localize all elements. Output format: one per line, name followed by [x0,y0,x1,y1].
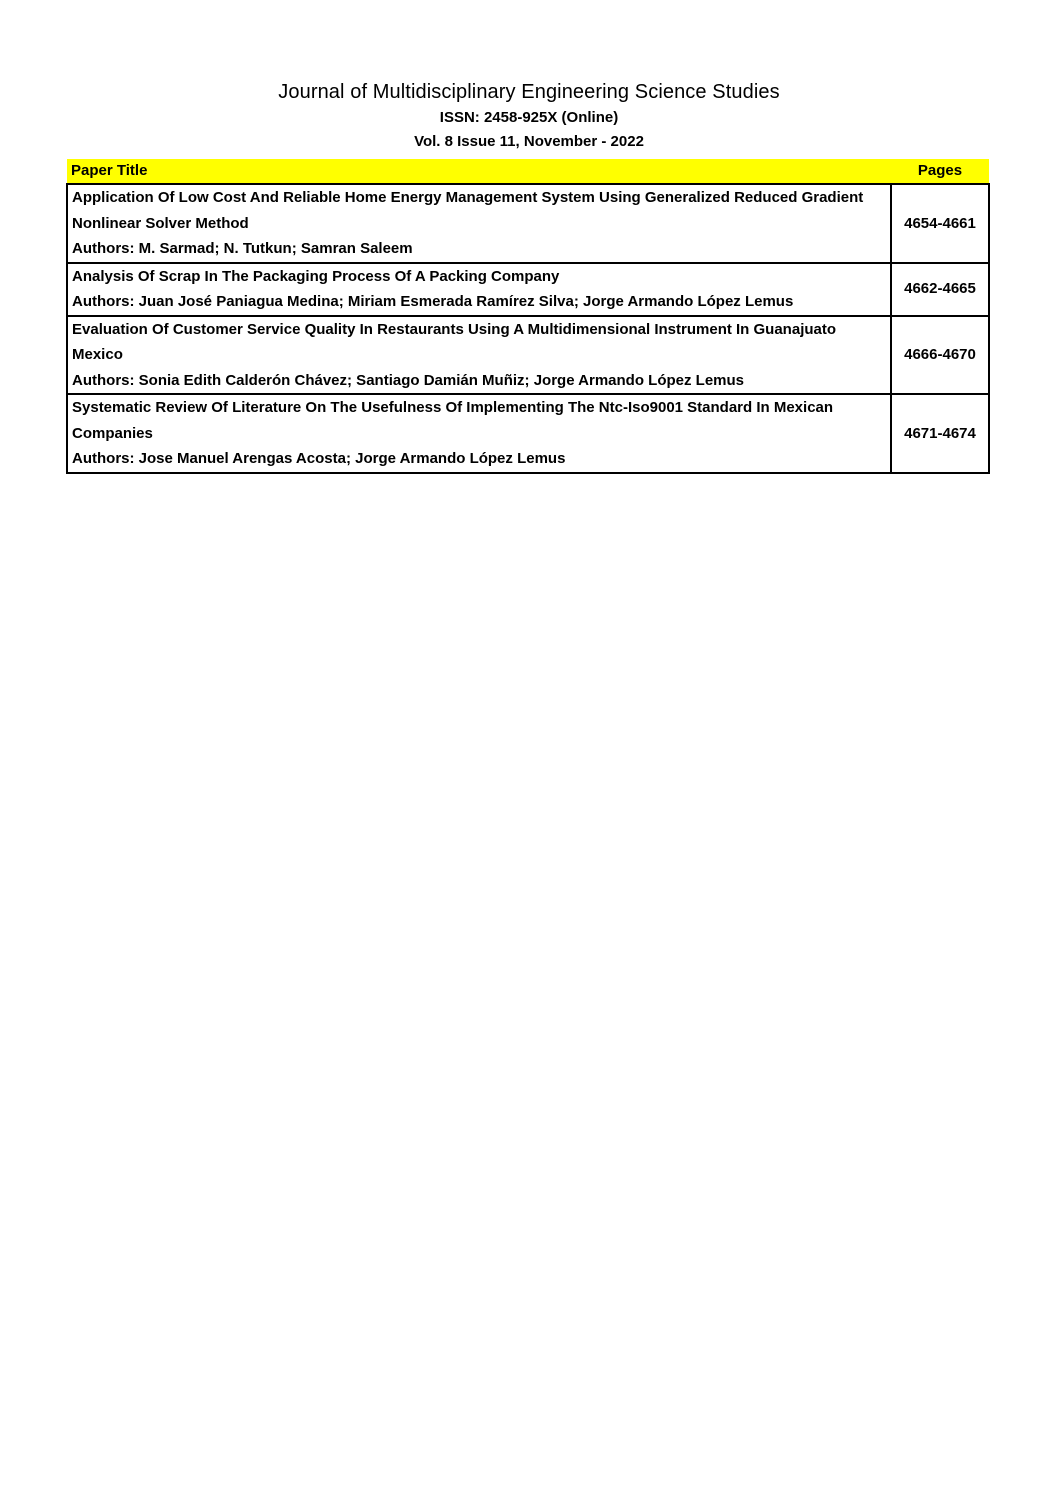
table-row [67,184,989,263]
table-of-contents [66,159,990,474]
table-row [67,394,989,473]
paper-pages: 4662-4665 [891,263,989,316]
paper-title[interactable]: Application Of Low Cost And Reliable Home Energy Management System Using Generalized Reduced Gradient Nonlinear Solver Method [72,189,864,232]
paper-authors: Authors: M. Sarmad; N. Tutkun; Samran Saleem [72,240,413,257]
paper-authors: Authors: Sonia Edith Calderón Chávez; Santiago Damián Muñiz; Jorge Armando López Lemus [72,371,745,389]
paper-title[interactable]: Systematic Review Of Literature On The Usefulness Of Implementing The Ntc-Iso9001 Standard In Mexican Companies [72,399,834,442]
paper-title[interactable]: Evaluation Of Customer Service Quality In Restaurants Using A Multidimensional Instrument In Guanajuato Mexico [72,320,837,363]
paper-cell [67,394,891,473]
paper-title[interactable]: Analysis Of Scrap In The Packaging Process Of A Packing Company [72,267,560,285]
volume-issue-line: Vol. 8 Issue 11, November - 2022 [414,133,644,150]
table-row [67,316,989,395]
pages-header: Pages [891,159,989,184]
paper-authors: Authors: Jose Manuel Arengas Acosta; Jorge Armando López Lemus [72,450,566,467]
table-row [67,263,989,316]
paper-authors: Authors: Juan José Paniagua Medina; Miriam Esmerada Ramírez Silva; Jorge Armando López Lemus [72,293,794,310]
issn-line: ISSN: 2458-925X (Online) [439,109,619,126]
paper-pages: 4666-4670 [891,316,989,395]
journal-title: Journal of Multidisciplinary Engineering Science Studies [278,81,780,103]
paper-cell [67,316,891,395]
paper-cell [67,263,891,316]
paper-pages: 4654-4661 [891,184,989,263]
paper-cell [67,184,891,263]
journal-header [0,78,1058,154]
paper-title-header: Paper Title [67,159,891,184]
paper-pages: 4671-4674 [891,394,989,473]
table-header-row [67,159,989,184]
